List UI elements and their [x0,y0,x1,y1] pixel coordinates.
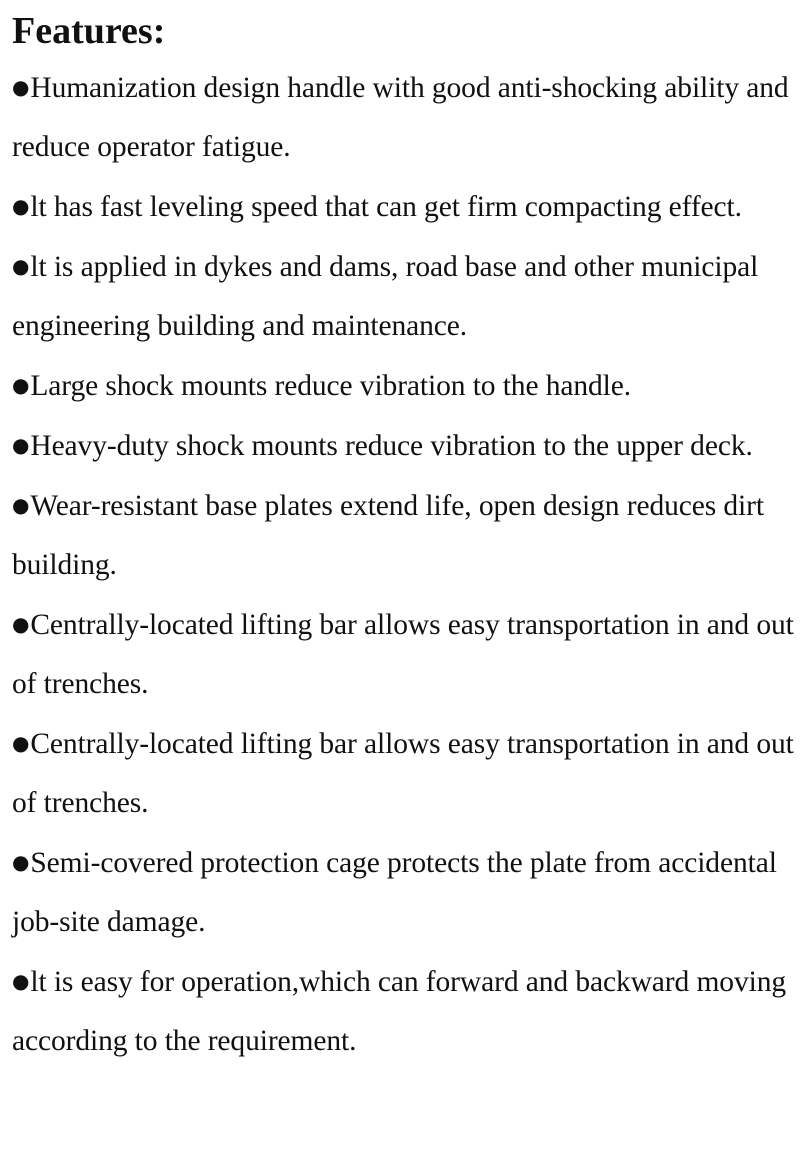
bullet-icon: ● [12,493,30,517]
feature-text: Centrally-located lifting bar allows easy transportation in and out of trenches. [12,609,794,700]
feature-text: lt is applied in dykes and dams, road base and other municipal engineering building and maintenance. [12,251,759,342]
bullet-icon: ● [12,850,30,874]
feature-item [12,416,796,476]
feature-item [12,595,796,714]
feature-item [12,356,796,416]
feature-text: Wear-resistant base plates extend life, open design reduces dirt building. [12,490,764,581]
feature-text: Humanization design handle with good anti-shocking ability and reduce operator fatigue. [12,72,789,163]
feature-item [12,177,796,237]
feature-text: lt is easy for operation,which can forward and backward moving according to the requirement. [12,966,786,1057]
feature-item [12,833,796,952]
bullet-icon: ● [12,969,30,993]
bullet-icon: ● [12,612,30,636]
bullet-icon: ● [12,433,30,457]
feature-item [12,476,796,595]
bullet-icon: ● [12,75,30,99]
feature-text: Large shock mounts reduce vibration to the handle. [30,370,632,402]
features-document [12,0,796,1071]
feature-item [12,58,796,177]
feature-text: Centrally-located lifting bar allows easy transportation in and out of trenches. [12,728,794,819]
features-heading: Features: [12,10,166,52]
bullet-icon: ● [12,254,30,278]
features-list [12,58,796,1071]
feature-item [12,714,796,833]
feature-text: Semi-covered protection cage protects the plate from accidental job-site damage. [12,847,777,938]
feature-text: lt has fast leveling speed that can get firm compacting effect. [30,191,742,223]
feature-item [12,952,796,1071]
feature-item [12,237,796,356]
bullet-icon: ● [12,194,30,218]
bullet-icon: ● [12,373,30,397]
bullet-icon: ● [12,731,30,755]
feature-text: Heavy-duty shock mounts reduce vibration to the upper deck. [30,430,753,462]
